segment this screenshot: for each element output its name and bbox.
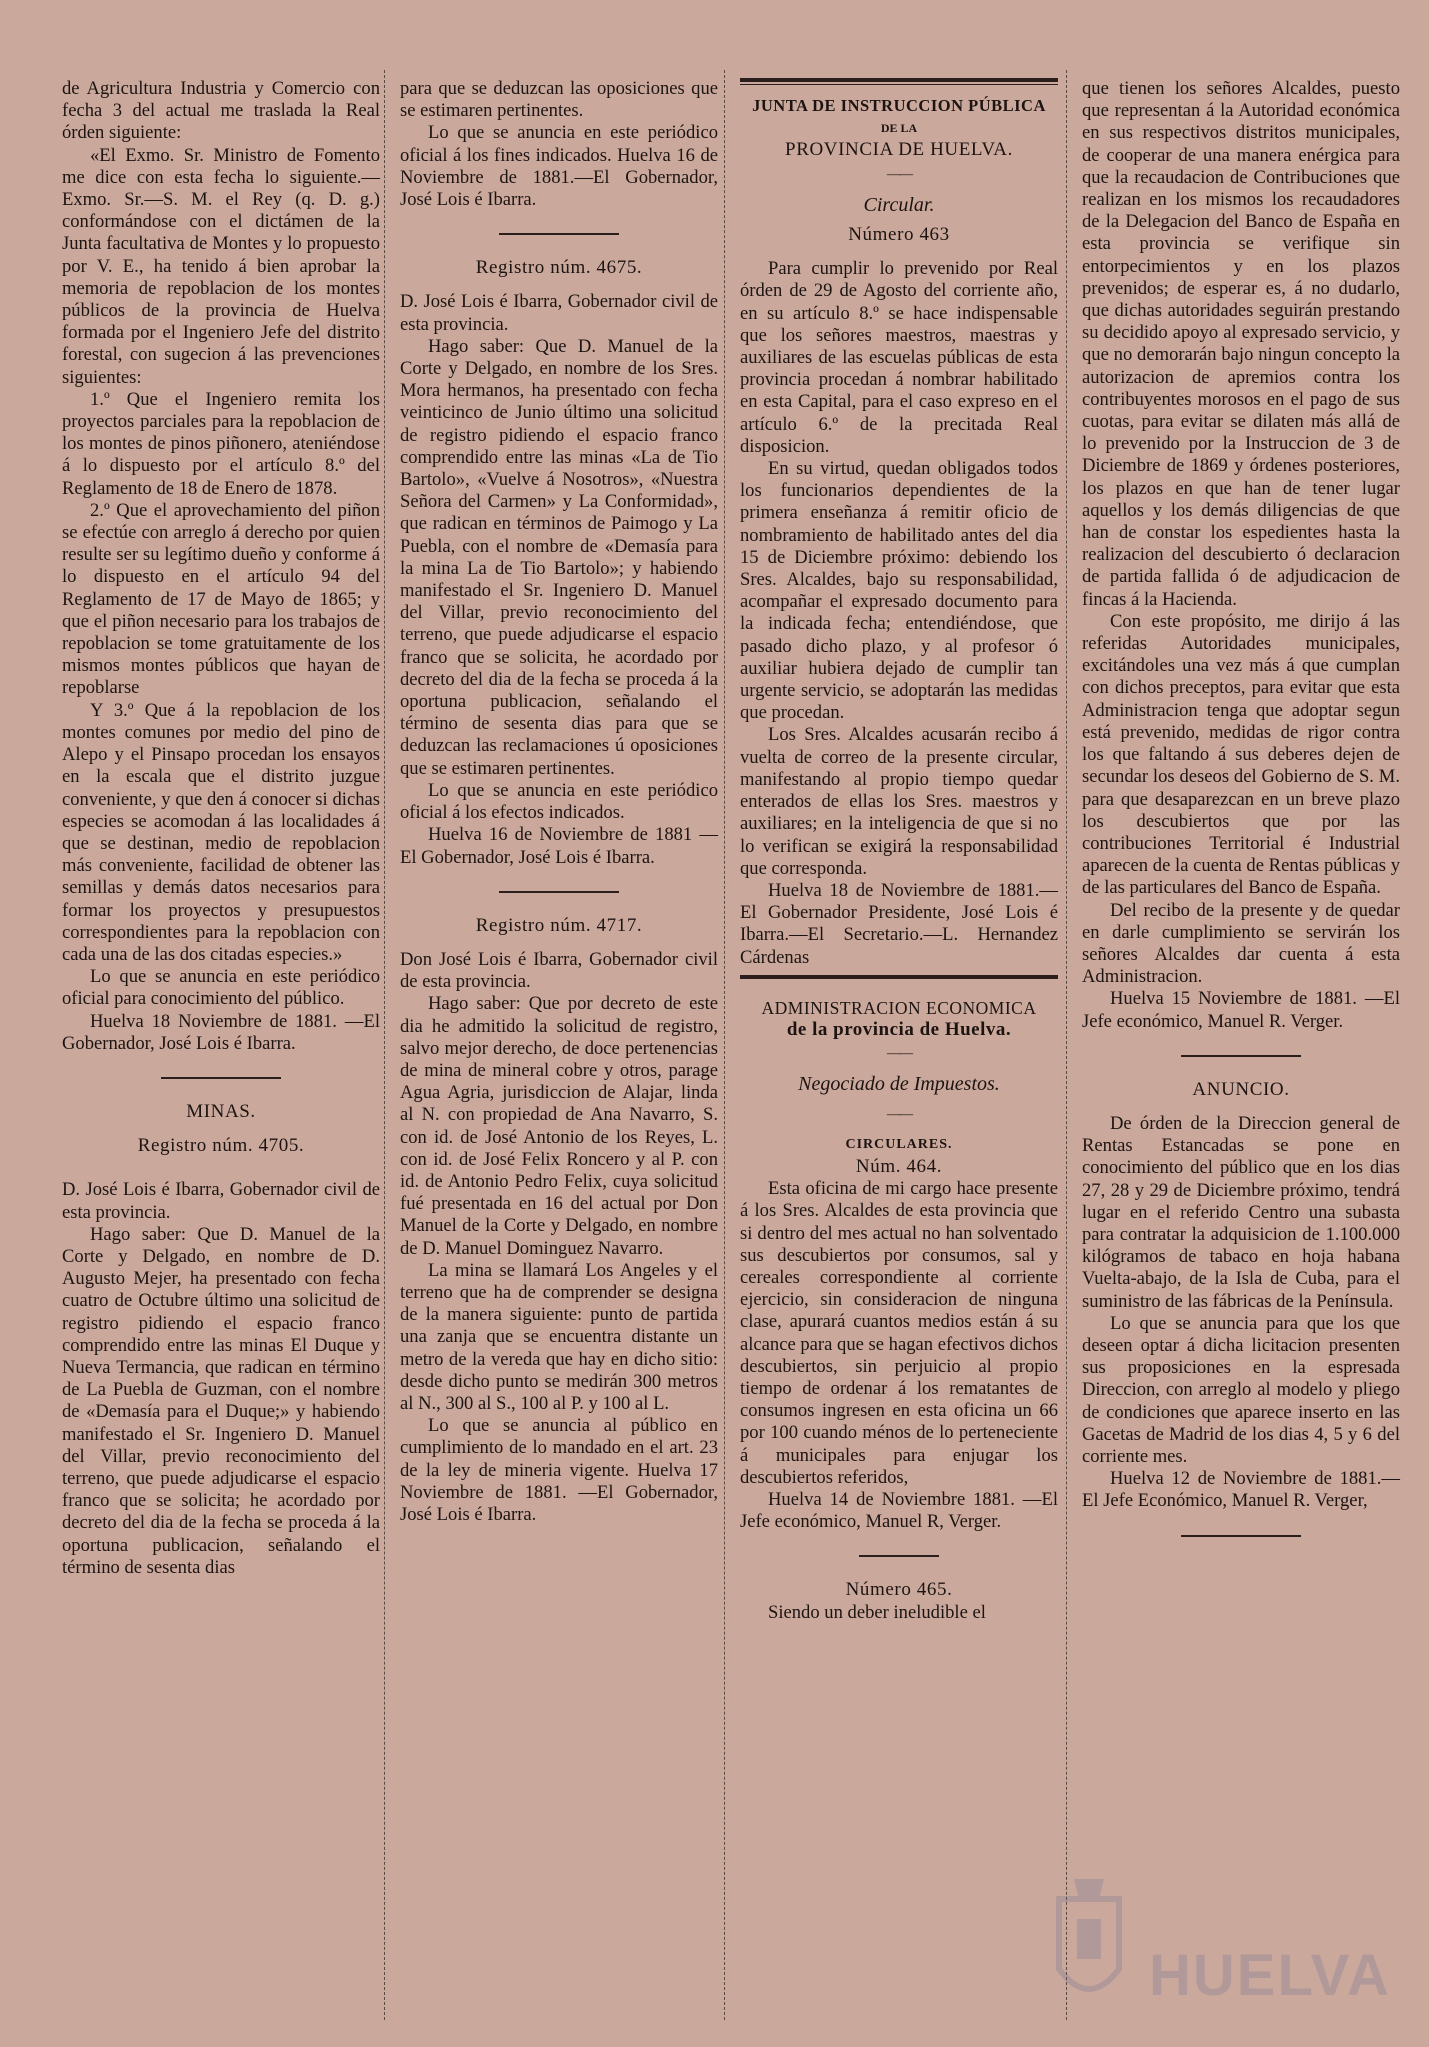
registry-heading: Registro núm. 4717. — [475, 914, 643, 936]
ornament: —— — [887, 1046, 911, 1062]
section-heading: JUNTA DE INSTRUCCION PÚBLICA — [752, 96, 1046, 115]
paragraph: Siendo un deber ineludible el — [768, 1601, 986, 1623]
paragraph: Esta oficina de mi cargo hace presente á los Sres. Alcaldes de esta provincia que si dentro del mes actual no han solventado sus descubiertos por consumos, sal y cereales correspondiente al corriente ejercicio, sin consideracion de ninguna clase, apurará cuantos medios están á su alcance para que se hagan efectivos dichos descubiertos, sin perjuicio al propio tiempo de ordenar á los rematantes de consumos ingresen en esta oficina un 66 por 100 cuando ménos de lo perteneciente á municipales para enjugar los descubiertos referidos, — [740, 1178, 1059, 1488]
paragraph: Lo que se anuncia en este periódico oficial á los fines indicados. Huelva 16 de Noviembre de 1881.—El Gobernador, José Lois é Ibarra. — [400, 122, 718, 211]
section-divider — [1181, 1535, 1301, 1537]
subsection-heading: Negociado de Impuestos. — [798, 1073, 1000, 1096]
paragraph: Lo que se anuncia al público en cumplimiento de lo mandado en el art. 23 de la ley de mineria vigente. Huelva 17 Noviembre de 1881. —El Gobernador, José Lois é Ibarra. — [400, 1415, 718, 1525]
signature-line: Huelva 16 de Noviembre de 1881 —El Gobernador, José Lois é Ibarra. — [400, 824, 718, 868]
paragraph: Hago saber: Que D. Manuel de la Corte y Delgado, en nombre de D. Augusto Mejer, ha presentado con fecha cuatro de Octubre último una solicitud de registro pidiendo el espacio franco comprendido entre las minas El Duque y Nueva Termancia, que radican en término de La Puebla de Guzman, con el nombre de «Demasía para el Duque;» y habiendo manifestado el Sr. Ingeniero D. Manuel del Villar, previo reconocimiento del terreno, que puede adjudicarse el espacio franco que se solicita; he acordado por decreto del dia de la fecha se proceda á la oportuna publicacion, señalando el término de sesenta dias — [62, 1223, 380, 1578]
section-divider — [499, 233, 619, 235]
paragraph: Del recibo de la presente y de quedar en darle cumplimiento se servirán los señores Alcaldes dar cuenta á esta Administracion. — [1082, 899, 1400, 988]
column-divider-2 — [724, 70, 726, 2020]
column-3 — [740, 78, 1058, 1624]
section-heading: ADMINISTRACION ECONOMICA — [761, 997, 1037, 1018]
watermark-text: HUELVA — [1149, 1943, 1391, 2008]
paragraph: D. José Lois é Ibarra, Gobernador civil de esta provincia. — [400, 291, 718, 335]
registry-heading: Registro núm. 4675. — [475, 257, 643, 279]
ornament: —— — [887, 166, 911, 182]
paragraph: Don José Lois é Ibarra, Gobernador civil de esta provincia. — [400, 948, 718, 993]
paragraph: Lo que se anuncia en este periódico oficial para conocimiento del público. — [62, 966, 380, 1010]
archive-watermark — [1039, 1849, 1399, 2019]
paragraph: 1.º Que el Ingeniero remita los proyectos parciales para la repoblacion de los montes de pinos piñonero, ateniéndose á lo dispuesto por el artículo 8.º del Reglamento de 18 de Enero de 1878. — [62, 388, 380, 499]
section-heading: ANUNCIO. — [1192, 1078, 1290, 1100]
paragraph: Hago saber: Que D. Manuel de la Corte y Delgado, en nombre de los Sres. Mora hermanos, ha presentado con fecha veinticinco de Junio último una solicitud de registro pidiendo el espacio franco comprendido entre las minas «La de Tio Bartolo», «Vuelve á Nosotros», «Nuestra Señora del Carmen» y La Conformidad», que radican en términos de Paimogo y La Puebla, con el nombre de «Demasía para la mina La de Tio Bartolo»; y habiendo manifestado el Sr. Ingeniero D. Manuel del Villar, previo reconocimiento del terreno, que puede adjudicarse el espacio franco que se solicita, he acordado por decreto del dia de la fecha se proceda á la oportuna publicacion, señalando el término de sesenta dias para que se deduzcan las reclamaciones ú oposiciones que se estimaren pertinentes. — [400, 335, 718, 779]
section-heading: MINAS. — [186, 1100, 256, 1122]
section-rule — [740, 975, 1058, 979]
signature-line: Huelva 15 Noviembre de 1881. —El Jefe económico, Manuel R. Verger. — [1082, 988, 1400, 1032]
paragraph: La mina se llamará Los Angeles y el terreno que ha de comprender se designa de la manera siguiente: punto de partida una zanja que se encuentra distante un metro de la vereda que hay en dicho sitio: desde dicho punto se medirán 300 metros al N., 300 al S., 100 al P. y 100 al L. — [400, 1259, 718, 1414]
paragraph: Lo que se anuncia en este periódico oficial á los efectos indicados. — [400, 779, 718, 824]
subsection-heading: Circular. — [863, 193, 935, 216]
section-divider — [1181, 1055, 1301, 1057]
coat-of-arms-icon — [1039, 1859, 1139, 2019]
paragraph: En su virtud, quedan obligados todos los funcionarios dependientes de la primera enseñanza á remitir oficio de nombramiento de habilitado antes del dia 15 de Diciembre próximo: debiendo los Sres. Alcaldes, bajo su responsabilidad, acompañar el expresado documento para la indicada fecha; entendiéndose, que pasado dicho plazo, y al profesor ó auxiliar hubiera dejado de cumplir tan urgente servicio, se adoptarán las medidas que procedan. — [740, 458, 1058, 724]
registry-heading: Registro núm. 4705. — [137, 1135, 305, 1157]
section-divider — [499, 891, 619, 893]
column-1 — [62, 78, 380, 1579]
paragraph: Hago saber: Que por decreto de este dia he admitido la solicitud de registro, salvo mejor derecho, de doce pertenencias de mina de mineral cobre y otros, parage Agua Agria, jurisdiccion de Alajar, linda al N. con propiedad de Ana Navarro, S. con id. de José Antonio de los Reyes, L. con id. de José Felix Roncero y al P. con id. de Antonio Pedro Felix, cuya solicitud fué presentada en 16 del actual por Don Manuel de la Corte y Delgado, en nombre de D. Manuel Dominguez Navarro. — [400, 993, 718, 1259]
paragraph: de Agricultura Industria y Comercio con fecha 3 del actual me traslada la Real órden siguiente: — [62, 78, 380, 144]
signature-line: Huelva 12 de Noviembre de 1881.—El Jefe Económico, Manuel R. Verger, — [1082, 1468, 1400, 1512]
signature-line: Huelva 18 de Noviembre de 1881.—El Gobernador Presidente, José Lois é Ibarra.—El Secretario.—L. Hernandez Cárdenas — [740, 879, 1058, 968]
paragraph: Para cumplir lo prevenido por Real órden de 29 de Agosto del corriente año, en su artículo 8.º se hace indispensable que los señores maestros, maestras y auxiliares de las escuelas públicas de esta provincia procedan á nombrar habilitado en esta Capital, para el caso expreso en el artículo 6.º de la precitada Real disposicion. — [740, 258, 1058, 457]
paragraph: que tienen los señores Alcaldes, puesto que representan á la Autoridad económica en sus respectivos distritos municipales, de cooperar de una manera enérgica para que la recaudacion de Contribuciones que realizan en los mismos los recaudadores de la Delegacion del Banco de España en esta provincia se verifique sin entorpecimientos y en los plazos prevenidos; de esperar es, á no dudarlo, que dichas autoridades seguirán prestando su decidido apoyo al expresado servicio, y que no demorarán bajo ningun concepto la autorizacion de apremios contra los contribuyentes morosos en el pago de sus cuotas, para evitar se dilaten más allá de lo prevenido por la Instruccion de 3 de Diciembre de 1869 y órdenes posteriores, los plazos en que han de tener lugar aquellos y los demás diligencias de que han de constar los espedientes hasta la realizacion del descubierto ó declaracion de partida fallida ó de adjudicacion de fincas á la Hacienda. — [1082, 78, 1400, 610]
paragraph: Los Sres. Alcaldes acusarán recibo á vuelta de correo de la presente circular, manifestando al propio tiempo quedar enterados de ellas los Sres. maestros y auxiliares; en la inteligencia de que si no lo verifican se exigirá la responsabilidad que corresponda. — [740, 724, 1058, 879]
column-2 — [400, 78, 718, 1526]
column-4 — [1082, 78, 1400, 1559]
paragraph: «El Exmo. Sr. Ministro de Fomento me dice con esta fecha lo siguiente.—Exmo. Sr.—S. M. el Rey (q. D. g.) conformándose con el dictámen de la Junta facultativa de Montes y lo propuesto por V. E., ha tenido á bien aprobar la memoria de repoblacion de los montes públicos de la provincia de Huelva formada por el Ingeniero Jefe del distrito forestal, con sugecion á las prevenciones siguientes: — [62, 144, 380, 388]
paragraph: De órden de la Direccion general de Rentas Estancadas se pone en conocimiento del público que en los dias 27, 28 y 29 de Diciembre próximo, tendrá lugar en el referido Centro una subasta para contratar la adquisicion de 1.100.000 kilógramos de tabaco en hoja habana Vuelta-abajo, de la Isla de Cuba, para el suministro de las fábricas de la Península. — [1082, 1112, 1400, 1312]
column-divider-3 — [1066, 70, 1068, 2020]
signature-line: Huelva 18 Noviembre de 1881. —El Gobernador, José Lois é Ibarra. — [62, 1010, 380, 1054]
paragraph: Lo que se anuncia para que los que deseen optar á dicha licitacion presenten sus proposiciones en la espresada Direccion, con arreglo al modelo y pliego de condiciones que aparece inserto en las Gacetas de Madrid de los dias 4, 5 y 6 del corriente mes. — [1082, 1312, 1400, 1467]
section-heading: de la provincia de Huelva. — [786, 1018, 1012, 1040]
paragraph: Y 3.º Que á la repoblacion de los montes comunes por medio del pino de Alepo y el Pinsapo procedan los ensayos en la escala que el distrito juzgue conveniente, y que den á conocer si dichas especies se acomodan á las localidades á que se destinan, medio de repoblacion más conveniente, facilidad de obtener las semillas y demás datos necesarios para formar los proyectos y presupuestos correspondientes para la repoblacion con cada una de las dos citadas especies.» — [62, 699, 380, 965]
header-rule — [740, 78, 1058, 82]
ornament: —— — [887, 1106, 911, 1122]
section-heading: DE LA — [880, 121, 918, 136]
paragraph: para que se deduzcan las oposiciones que se estimaren pertinentes. — [400, 78, 718, 122]
section-divider — [859, 1555, 939, 1557]
section-heading: PROVINCIA DE HUELVA. — [785, 139, 1013, 161]
paragraph: Con este propósito, me dirijo á las referidas Autoridades municipales, excitándoles una vez más á que cumplan con dichos preceptos, para evitar que esta Administracion tenga que adoptar segun está prevenido, medidas de rigor contra los que faltando á sus deberes dejen de secundar los deseos del Gobierno de S. M. para que desaparezcan en un breve plazo los descubiertos que por las contribuciones Territorial é Industrial aparecen de la cuenta de Rentas públicas y de las particulares del Banco de España. — [1082, 610, 1400, 899]
header-rule — [740, 84, 1058, 85]
number-heading: Núm. 464. — [855, 1155, 943, 1177]
paragraph: 2.º Que el aprovechamiento del piñon se efectúe con arreglo á derecho por quien resulte ser su legítimo dueño y conforme á lo dispuesto en el artículo 94 del Reglamento de 17 de Mayo de 1865; y que el piñon necesario para los trabajos de repoblacion se tome gratuitamente de los mismos montes públicos que hayan de repoblarse — [62, 499, 380, 699]
column-divider-1 — [384, 70, 386, 2020]
signature-line: Huelva 14 de Noviembre 1881. —El Jefe económico, Manuel R, Verger. — [740, 1488, 1058, 1533]
section-divider — [161, 1077, 281, 1079]
number-heading: Número 463 — [848, 224, 950, 246]
paragraph: D. José Lois é Ibarra, Gobernador civil de esta provincia. — [62, 1179, 380, 1223]
subsection-heading: CIRCULARES. — [845, 1136, 953, 1152]
number-heading: Número 465. — [845, 1579, 953, 1601]
